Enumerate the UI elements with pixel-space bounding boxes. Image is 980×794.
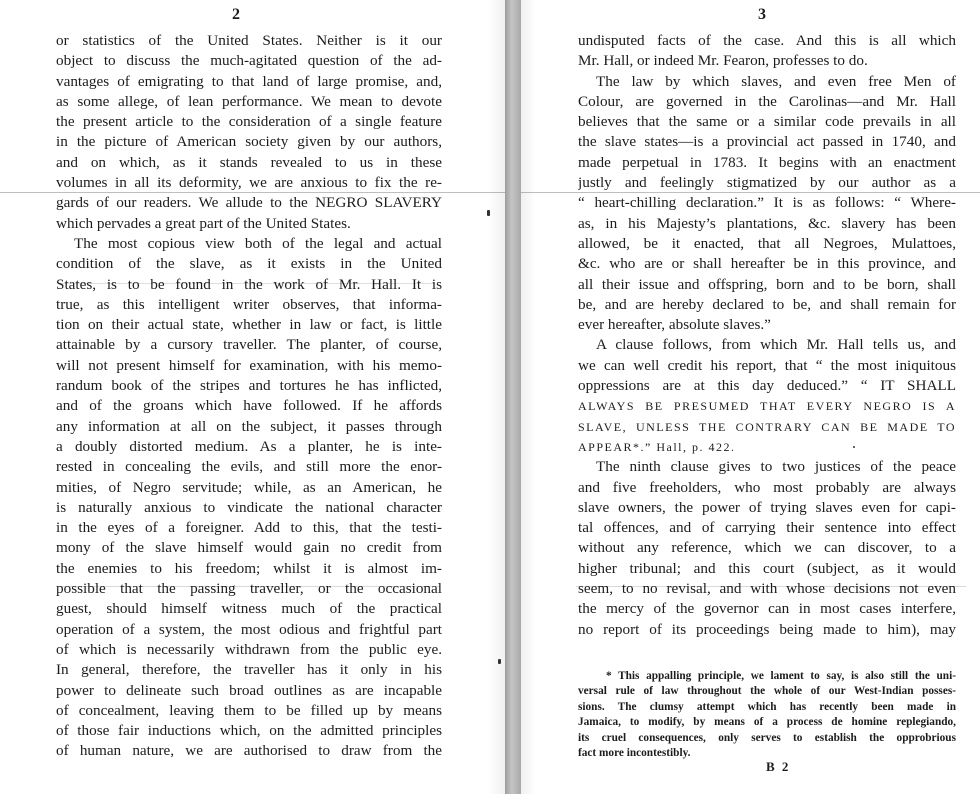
text-line: States, is to be found in the work of Mr. Hall. It is <box>56 275 442 293</box>
page-number: 3 <box>758 6 766 23</box>
scan-artifact-line <box>60 283 435 284</box>
footnote-line: sions. The clumsy attempt which has recently been made in <box>578 700 956 713</box>
text-line: or statistics of the United States. Neither is it our <box>56 32 442 49</box>
scan-speck <box>498 659 501 664</box>
text-line: believes that the same or a similar code prevails in all <box>578 113 956 131</box>
text-line: Colour, are governed in the Carolinas—and Mr. Hall <box>578 92 956 110</box>
text-line: mony of the slave himself would gain no credit from <box>56 539 442 557</box>
text-line: condition of the slave, as it exists in the United <box>56 255 442 273</box>
text-line: Mr. Hall, or indeed Mr. Fearon, professes to do. <box>578 52 868 70</box>
text-line: slave owners, the power of trying slaves even for capi- <box>578 498 956 516</box>
text-line: no report of its proceedings being made to him), may <box>578 620 956 638</box>
text-line: The most copious view both of the legal and actual <box>74 234 442 252</box>
page-number: 2 <box>232 6 240 23</box>
scan-artifact-line <box>521 192 980 193</box>
text-line: vantages of emigrating to that land of large promise, and, <box>56 72 442 90</box>
text-line: attainable by a cursory traveller. The planter, of course, <box>56 336 442 354</box>
footnote <box>578 669 956 761</box>
text-line-small-caps: ALWAYS BE PRESUMED THAT EVERY NEGRO IS A <box>578 399 956 414</box>
text-line: mities, of Negro servitude; while, as an American, he <box>56 478 442 496</box>
scan-speck <box>853 446 855 448</box>
text-line: the slave states—is a provincial act passed in 1740, and <box>578 133 956 151</box>
text-line: tal offences, and of carrying their sentence into effect <box>578 519 956 537</box>
scan-artifact-line <box>60 586 440 587</box>
text-line: power to delineate such broad outlines as are incapable <box>56 681 442 699</box>
text-line: oppressions are at this day deduced.” “ IT SHALL <box>578 377 956 395</box>
body-text-column <box>56 31 442 762</box>
text-line: will not present himself for examination, with his memo- <box>56 356 442 374</box>
text-line: of human nature, we are authorised to draw from the <box>56 742 442 760</box>
text-line: and of the groans which have followed. If he affords <box>56 397 442 415</box>
text-line: is naturally anxious to vindicate the national character <box>56 498 442 516</box>
text-line: object to discuss the much-agitated question of the ad- <box>56 52 442 70</box>
footnote-line: * This appalling principle, we lament to say, is also still the uni- <box>606 670 956 682</box>
text-line: operation of a system, the most odious and frightful part <box>56 620 442 638</box>
text-line: the enemies to his freedom; whilst it is almost im- <box>56 559 442 577</box>
text-line: as, in his Majesty’s plantations, &c. slavery has been <box>578 214 956 232</box>
text-line: The law by which slaves, and even free Men of <box>596 72 956 90</box>
text-line: made perpetual in 1783. It begins with an enactment <box>578 153 956 171</box>
text-line: the mercy of the governor can in most cases interfere, <box>578 600 956 618</box>
text-line: the present article to the consideration of a single feature <box>56 113 442 131</box>
text-line: allowed, be it enacted, that all Negroes, Mulattoes, <box>578 234 956 252</box>
text-line: undisputed facts of the case. And this is all which <box>578 32 956 49</box>
signature-mark: B 2 <box>766 759 791 774</box>
footnote-line: versal rule of law throughout the whole of our West-Indian posses- <box>578 685 956 698</box>
book-gutter <box>505 0 521 794</box>
footnote-line: Jamaica, to modify, by means of a process de homine replegiando, <box>578 716 956 729</box>
text-line: a doubly distorted medium. As a planter, he is inte- <box>56 437 442 455</box>
scan-speck <box>487 210 490 216</box>
scan-artifact-line <box>576 586 966 587</box>
text-line: seem, to no revisal, and with whose decisions not even <box>578 580 956 598</box>
text-line: and on which, as it stands revealed to us in these <box>56 153 442 171</box>
text-line: we can well credit his report, that “ the most iniquitous <box>578 356 956 374</box>
text-line: all their issue and offspring, born and to be born, shall <box>578 275 956 293</box>
text-line: as some allege, of lean performance. We mean to devote <box>56 92 442 110</box>
text-line: gards of our readers. We allude to the NEGRO SLAVERY <box>56 194 442 212</box>
text-line: of concealment, leaving them to be filled up by means <box>56 701 442 719</box>
text-line: volumes in all its deformity, we are anxious to fix the re- <box>56 174 442 192</box>
text-line: in the eyes of a foreigner. Add to this, that the testi- <box>56 519 442 537</box>
text-line: &c. who are or shall hereafter be in this province, and <box>578 255 956 273</box>
text-line: A clause follows, from which Mr. Hall tells us, and <box>596 336 956 354</box>
text-line: of which is necessarily withdrawn from the public eye. <box>56 640 442 658</box>
text-line-small-caps: SLAVE, UNLESS THE CONTRARY CAN BE MADE TO <box>578 419 956 434</box>
text-line: true, as this intelligent writer observes, that informa- <box>56 295 442 313</box>
text-line: tion on their actual state, whether in law or fact, is little <box>56 316 442 334</box>
text-line: be, and are hereby declared to be, and shall remain for <box>578 295 956 313</box>
text-line: rested in concealing the evils, and still more the enor- <box>56 458 442 476</box>
text-line: without any reference, which we can discover, to a <box>578 539 956 557</box>
text-line: any information at all on the subject, it passes through <box>56 417 442 435</box>
text-line: ever hereafter, absolute slaves.” <box>578 316 771 334</box>
text-line: in the picture of American society given by our authors, <box>56 133 442 151</box>
text-line: guest, should himself witness much of the practical <box>56 600 442 618</box>
text-line: of those fair inductions which, on the admitted principles <box>56 722 442 740</box>
text-line-small-caps: APPEAR*.” Hall, p. 422. <box>578 439 736 454</box>
scan-artifact-line <box>0 192 505 193</box>
footnote-line: fact more incontestibly. <box>578 746 691 759</box>
right-page <box>521 0 980 794</box>
text-line: possible that the passing traveller, or the occasional <box>56 580 442 598</box>
text-line: randum book of the stripes and tortures he has inflicted, <box>56 377 442 395</box>
footnote-line: its cruel consequences, only serves to establish the opprobrious <box>578 731 956 744</box>
text-line: “ heart-chilling declaration.” It is as follows: “ Where- <box>578 194 956 212</box>
text-line: which pervades a great part of the United States. <box>56 214 351 232</box>
text-line: justly and feelingly stigmatized by our author as a <box>578 174 956 192</box>
text-line: and five freeholders, who most probably are always <box>578 478 956 496</box>
body-text-column <box>578 31 956 640</box>
text-line: In general, therefore, the traveller has it only in his <box>56 661 442 679</box>
text-line: The ninth clause gives to two justices of the peace <box>596 458 956 476</box>
text-line: higher tribunal; and this court (subject, as it would <box>578 559 956 577</box>
